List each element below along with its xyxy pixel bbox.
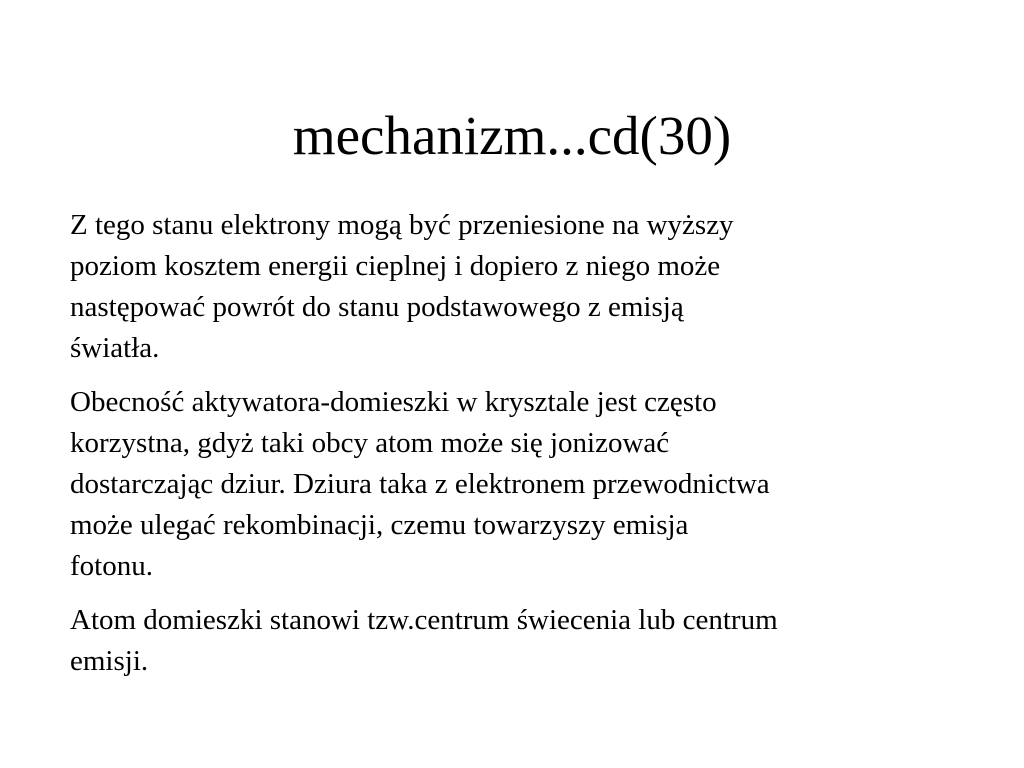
slide-title: mechanizm...cd(30) [292, 105, 732, 166]
paragraph-line: następować powrót do stanu podstawowego z emisją [70, 291, 684, 323]
paragraph-line: korzystna, gdyż taki obcy atom może się jonizować [70, 427, 670, 459]
paragraph-line: może ulegać rekombinacji, czemu towarzyszy emisja [70, 509, 689, 541]
paragraph-line: Z tego stanu elektrony mogą być przeniesione na wyższy [70, 209, 734, 241]
paragraph-line: fotonu. [70, 550, 153, 582]
slide-body [70, 205, 950, 695]
paragraph-line: dostarczając dziur. Dziura taka z elektronem przewodnictwa [70, 468, 770, 500]
paragraph-line: Atom domieszki stanowi tzw.centrum świecenia lub centrum [70, 604, 778, 636]
paragraph-1 [70, 205, 950, 369]
paragraph-line: poziom kosztem energii cieplnej i dopiero z niego może [70, 250, 721, 282]
paragraph-line: Obecność aktywatora-domieszki w krysztale jest często [70, 386, 717, 418]
paragraph-line: emisji. [70, 645, 149, 677]
paragraph-line: światła. [70, 332, 160, 364]
paragraph-3 [70, 600, 950, 682]
paragraph-2 [70, 382, 950, 587]
